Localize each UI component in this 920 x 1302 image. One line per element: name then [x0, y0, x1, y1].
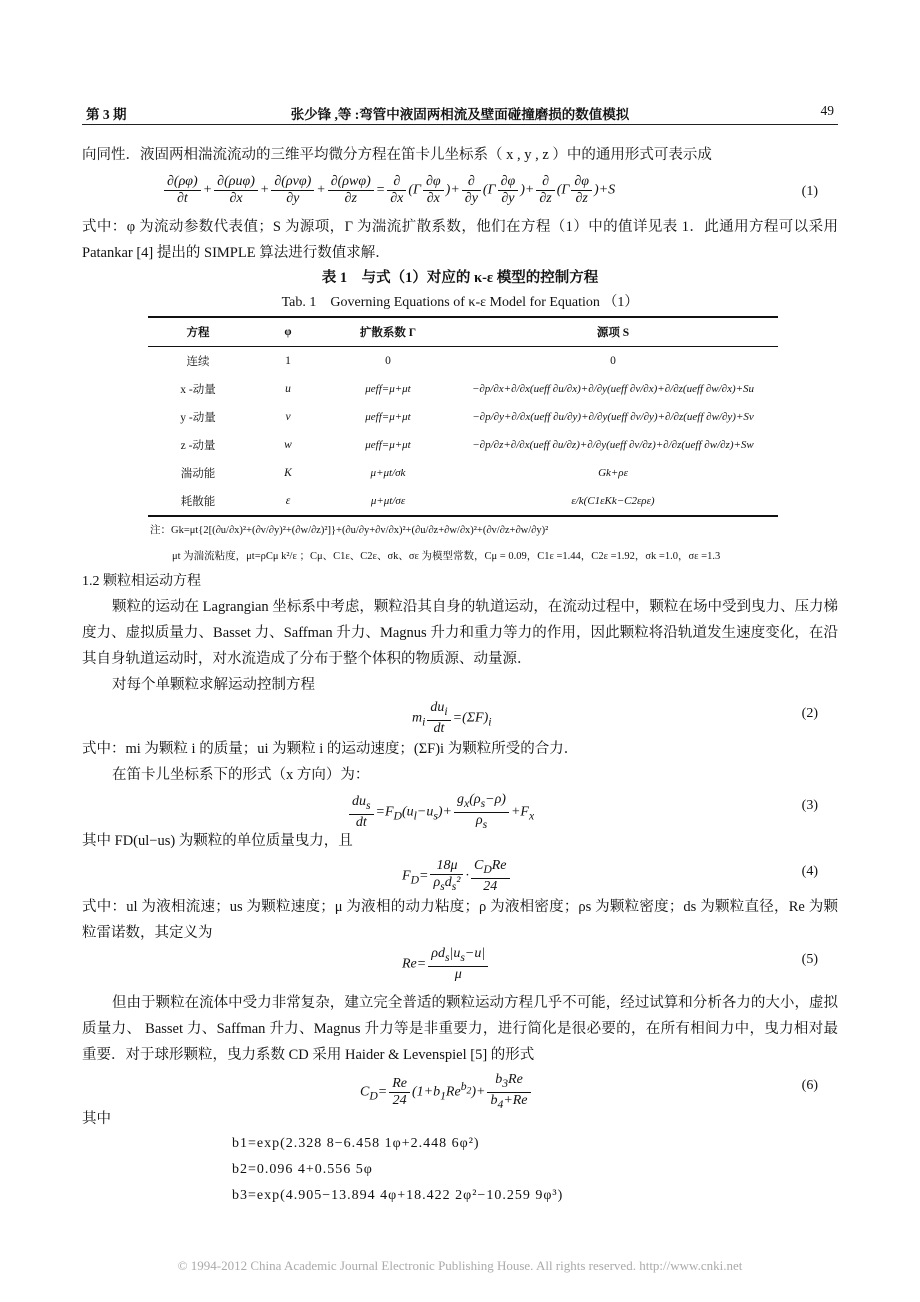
paragraph-1: 向同性．液固两相湍流流动的三维平均微分方程在笛卡儿坐标系（ x , y , z ）中的通用形式可表示成 [82, 147, 712, 163]
formula-b2: b2=0.096 4+0.556 5φ [232, 1162, 373, 1177]
equation-1: $\frac{\partial(\rho\varphi)}{\partial t}$ + $\frac{\text{∂(ρuφ)}}{\partial x}$ + $\frac{\text{∂(ρvφ)}}{\partial y}$ + $\frac{\text{∂(ρwφ)}}{\partial z}$ = $\frac{\partial}{\partial x}$ (Γ $\frac{\partial\varphi}{\partial x}$ )+ $\frac{\partial}{\partial y}$ (Γ $\frac{\partial\varphi}{\partial y}$ )+ $\frac{\partial}{\partial z}$ (Γ $\frac{\partial\varphi}{\partial z}$ )+S (1) [82, 174, 838, 214]
cell-phi: K [284, 467, 292, 479]
cell-gamma: μeff=μ+μt [365, 439, 411, 451]
cell-phi: ε [285, 495, 291, 507]
equation-number: (4) [801, 864, 818, 879]
running-title: 张少锋 ,等 :弯管中液固两相流及壁面碰撞磨损的数值模拟 [290, 107, 630, 122]
table-row [148, 403, 778, 431]
issue-number: 第 3 期 [86, 107, 127, 122]
cell-gamma: 0 [385, 355, 391, 367]
cell-source: −∂p/∂x+∂/∂x(ueff ∂u/∂x)+∂/∂y(ueff ∂v/∂x)+∂/∂z(ueff ∂w/∂x)+Su [471, 383, 755, 395]
cell-gamma: μeff=μ+μt [365, 383, 411, 395]
paragraph-3: 颗粒的运动在 Lagrangian 坐标系中考虑，颗粒沿其自身的轨道运动，在流动过程中，颗粒在场中受到曳力、压力梯度力、虚拟质量力、Basset 力、Saffman 升力、Magnus 升力和重力等力的作用，因此颗粒将沿轨道发生速度变化，在沿其自身轨道运动时，对水流造成了分布于整个体积的物质源、动量源． [82, 599, 838, 667]
cell-source: −∂p/∂y+∂/∂x(ueff ∂u/∂y)+∂/∂y(ueff ∂v/∂y)+∂/∂z(ueff ∂w/∂y)+Sv [472, 411, 754, 423]
equation-number: (3) [801, 798, 818, 813]
paragraph-6: 在笛卡儿坐标系下的形式（x 方向）为： [112, 767, 370, 783]
paragraph-9: 但由于颗粒在流体中受力非常复杂，建立完全普适的颗粒运动方程几乎不可能，经过试算和分析各力的大小，虚拟质量力、 Basset 力、Saffman 升力、Magnus 升力等是非重要力，进行简化是很必要的，在所有相间力中，曳力相对最重要．对于球形颗粒，曳力系数 CD 采用 Haider & Levenspiel [5] 的形式 [82, 995, 838, 1063]
cell-eq: y -动量 [180, 412, 216, 424]
table-caption-en: Tab. 1 Governing Equations of κ-ε Model for Equation （1） [281, 295, 639, 310]
cell-source: ε/k(C1εKk−C2ερε) [571, 495, 655, 507]
cell-phi: w [284, 439, 292, 451]
equation-number: (1) [801, 184, 818, 199]
cell-source: Gk+ρε [598, 467, 628, 479]
cell-eq: 连续 [186, 356, 210, 368]
col-header: φ [284, 326, 292, 338]
table-row [148, 459, 778, 487]
paragraph-2: 式中：φ 为流动参数代表值；S 为源项，Γ 为湍流扩散系数，他们在方程（1）中的值详见表 1．此通用方程可以采用 Patankar [4] 提出的 SIMPLE 算法进行数值求解． [82, 219, 838, 261]
equation-2: $m_i$ $\frac{du_i}{dt}$ $=(\Sigma F)_i$ (2) [412, 700, 818, 736]
cell-phi: v [285, 411, 291, 423]
table-row [148, 487, 778, 516]
table-header-row [148, 317, 778, 347]
cell-source: −∂p/∂z+∂/∂x(ueff ∂u/∂z)+∂/∂y(ueff ∂v/∂z)+∂/∂z(ueff ∂w/∂z)+Sw [472, 439, 754, 451]
cell-gamma: μ+μt/σk [370, 467, 406, 479]
formula-b1: b1=exp(2.328 8−6.458 1φ+2.448 6φ²) [232, 1136, 480, 1151]
table-row [148, 347, 778, 376]
cell-phi: 1 [285, 355, 291, 367]
equation-6: $C_D=$ $\frac{Re}{24}$ $(1+b_1Re^{b_2})+$ $\frac{b_3Re}{b_4+Re}$ (6) [360, 1072, 818, 1111]
col-header: 扩散系数 Γ [359, 327, 417, 339]
table-row [148, 431, 778, 459]
table-caption-cn: 表 1 与式（1）对应的 κ-ε 模型的控制方程 [321, 270, 599, 286]
cell-gamma: μ+μt/σε [370, 495, 406, 507]
paragraph-8: 式中：ul 为液相流速；us 为颗粒速度；μ 为液相的动力粘度；ρ 为液相密度；ρs 为颗粒密度；ds 为颗粒直径，Re 为颗粒雷诺数，其定义为 [82, 899, 838, 941]
control-equations-table [148, 316, 778, 517]
cell-eq: 耗散能 [180, 496, 216, 508]
copyright-footer: © 1994-2012 China Academic Journal Electronic Publishing House. All rights reserved. http://www.cnki.net [177, 1258, 743, 1273]
cell-eq: z -动量 [180, 440, 216, 452]
cell-source: 0 [610, 355, 616, 367]
equation-number: (5) [801, 952, 818, 967]
section-heading: 1.2 颗粒相运动方程 [82, 574, 201, 589]
table-note-2: μt 为湍流粘度，μt=ρCμ k²/ε ；Cμ、C1ε、C2ε、σk、σε 为模型常数，Cμ = 0.09，C1ε =1.44，C2ε =1.92，σk =1.0，σε =1.3 [172, 551, 721, 562]
table-row [148, 375, 778, 403]
cell-gamma: μeff=μ+μt [365, 411, 411, 423]
paragraph-10: 其中 [82, 1111, 111, 1127]
running-header [82, 100, 838, 125]
equation-number: (2) [801, 706, 818, 721]
equation-number: (6) [801, 1078, 818, 1093]
equation-3: $\frac{du_s}{dt}$ $=F_D(u_l-u_s)+$ $\frac{g_x(\rho_s-\rho)}{\rho_s}$ $+F_x$ (3) [82, 792, 838, 828]
paragraph-4: 对每个单颗粒求解运动控制方程 [112, 677, 315, 693]
equation-5: Re= $\frac{\rho d_s|u_s-u|}{\mu}$ (5) [402, 946, 818, 982]
cell-eq: x -动量 [180, 384, 216, 396]
paragraph-5: 式中：mi 为颗粒 i 的质量；ui 为颗粒 i 的运动速度；(ΣF)i 为颗粒所受的合力． [82, 741, 579, 757]
formula-b3: b3=exp(4.905−13.894 4φ+18.422 2φ²−10.259 9φ³) [232, 1188, 564, 1203]
table-note-1: 注：Gk=μt{2[(∂u/∂x)²+(∂v/∂y)²+(∂w/∂z)²]}+(∂u/∂y+∂v/∂x)²+(∂u/∂z+∂w/∂x)²+(∂v/∂z+∂w/∂y)² [150, 525, 549, 536]
col-header: 方程 [186, 327, 210, 339]
cell-phi: u [285, 383, 291, 395]
col-header: 源项 S [596, 327, 630, 339]
equation-4: $F_D=$ $\frac{18\mu}{\rho_sd_s^2}$ · $\frac{C_DRe}{24}$ (4) [402, 858, 818, 894]
paragraph-7: 其中 FD(ul−us) 为颗粒的单位质量曳力，且 [82, 833, 353, 849]
page-number: 49 [820, 103, 834, 118]
cell-eq: 湍动能 [180, 468, 216, 480]
